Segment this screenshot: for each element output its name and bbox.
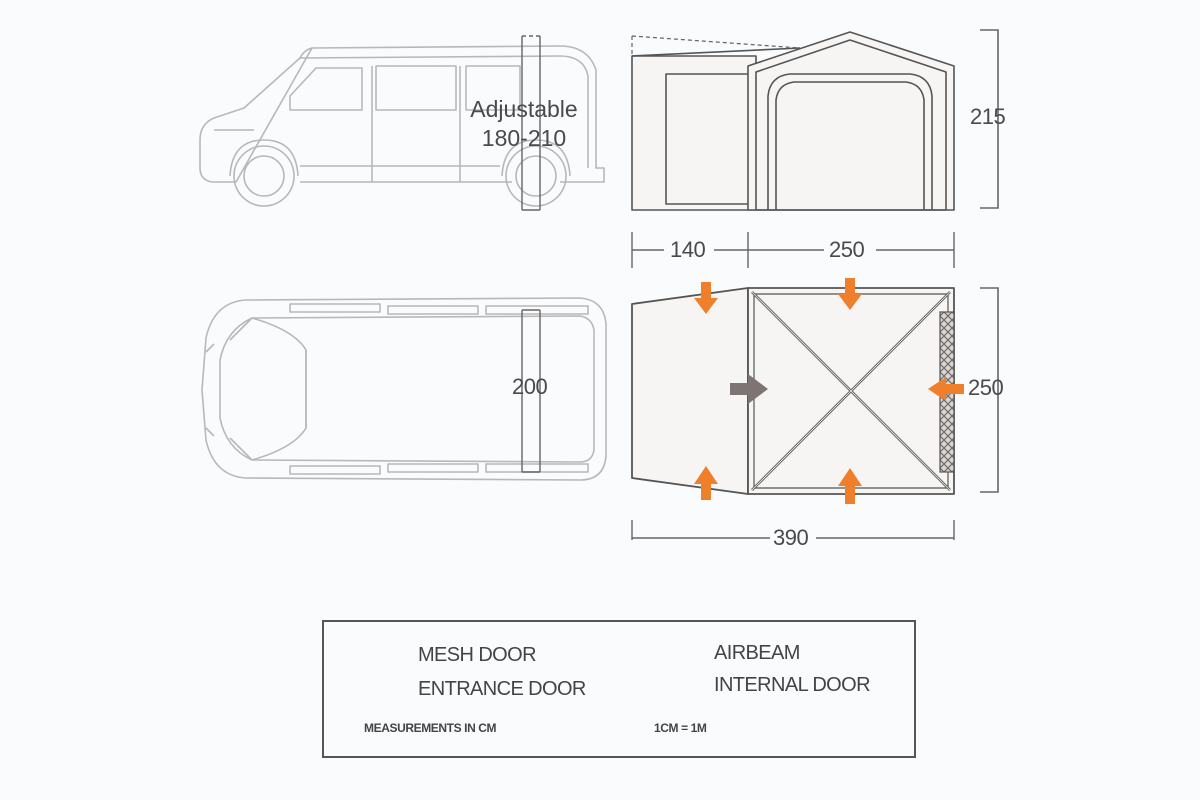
- van-width-label: 200: [512, 374, 548, 399]
- legend-airbeam: AIRBEAM: [714, 642, 800, 664]
- adjustable-line1: Adjustable: [470, 96, 578, 122]
- awning-side-view: [632, 32, 954, 210]
- adjustable-label: [464, 95, 584, 153]
- annex-depth-label: 140: [670, 237, 706, 262]
- height-label: 215: [970, 104, 1006, 129]
- legend-measurements-note: MEASUREMENTS IN CM: [364, 721, 497, 735]
- legend-mesh-door: MESH DOOR: [418, 644, 536, 666]
- legend-scale-note: 1CM = 1M: [654, 721, 707, 735]
- legend-internal-door: INTERNAL DOOR: [714, 674, 870, 696]
- legend-box: [322, 620, 916, 758]
- total-length-label: 390: [773, 525, 809, 550]
- main-depth-label: 250: [829, 237, 865, 262]
- legend-entrance-door: ENTRANCE DOOR: [418, 678, 586, 700]
- annex-roof-dashed-line: [632, 36, 800, 56]
- main-width-label: 250: [968, 375, 1004, 400]
- adjustable-line2: 180-210: [481, 125, 567, 151]
- awning-floor-plan: [632, 288, 954, 494]
